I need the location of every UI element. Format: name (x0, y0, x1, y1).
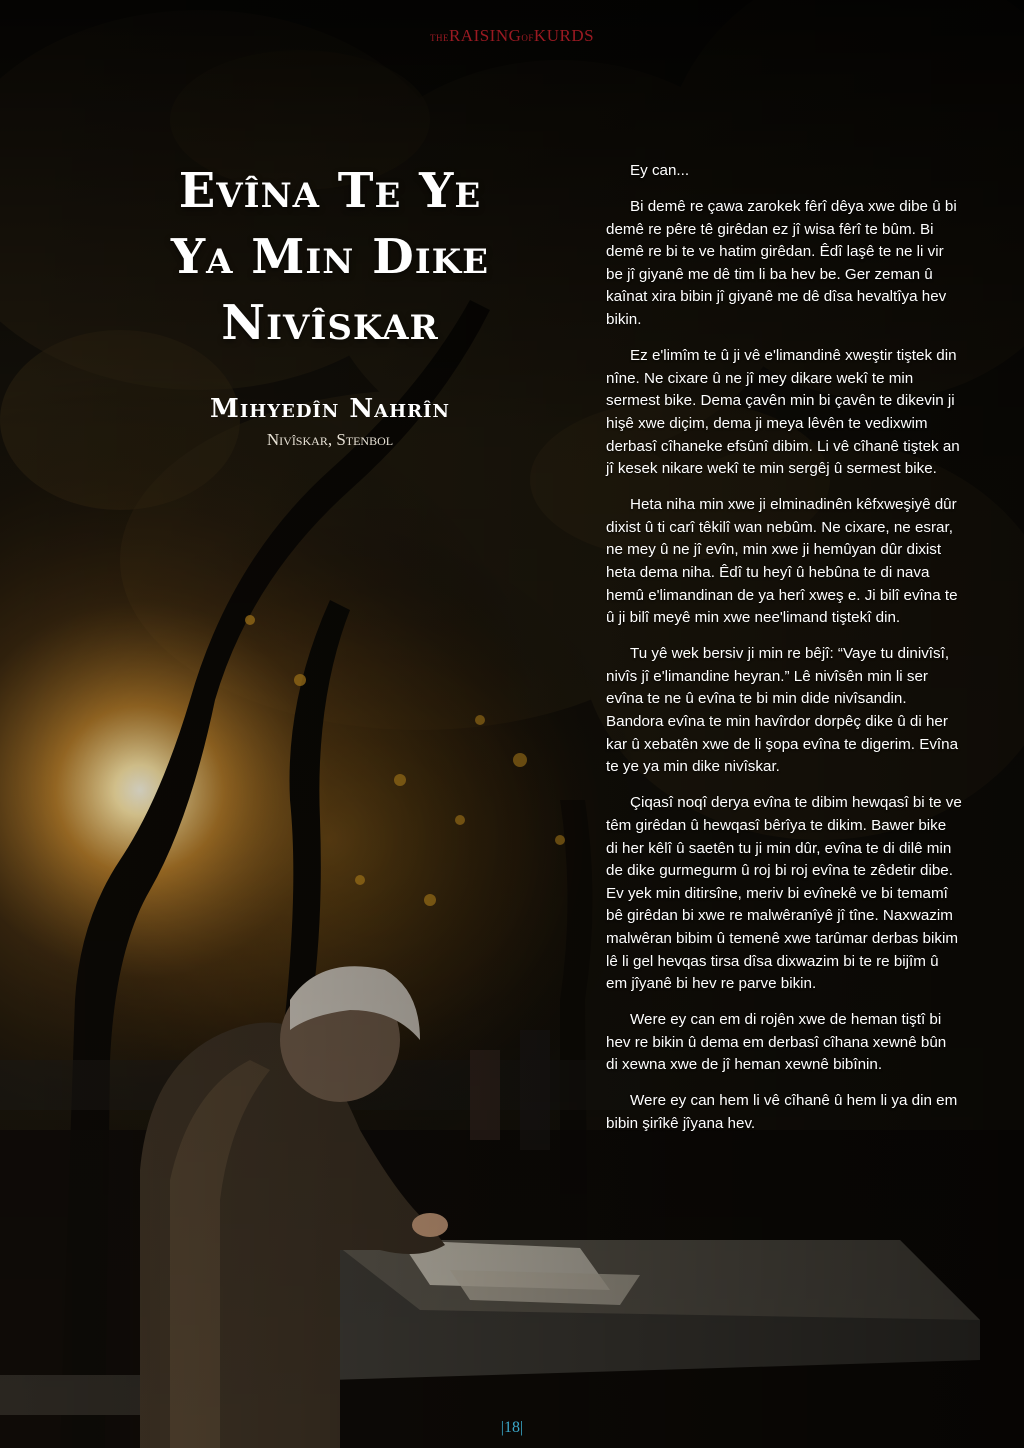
title-line: Evîna Te Ye (178, 163, 482, 219)
article-body (606, 160, 962, 1149)
paragraph: Tu yê wek bersiv ji min re bêjî: “Vaye tu dinivîsî, nivîs jî e'limandine heyran.” Lê nivîsên min li ser evîna te ne û evîna te bi min dide nivîsandin. Bandora evîna te min havîrdor dorpêç dike û di her kar û xebatên xwe de li şopa evîna te digerim. Evîna te ye ya min dike nivîskar. (606, 645, 959, 776)
title-line: Nivîskar (221, 295, 439, 351)
masthead-of: OF (521, 33, 534, 43)
author-role: Nivîskar, Stenbol (266, 430, 394, 449)
paragraph: Were ey can em di rojên xwe de heman tiştî bi hev re bikin û dema em derbasî cîhana xewnê bûn di xewna xwe de jî heman xewnê bibînin. (606, 1011, 947, 1074)
page-number: |18| (500, 1419, 524, 1436)
author-name: Mihyedîn Nahrîn (210, 394, 450, 424)
title-line: Ya Min Dike (170, 229, 490, 285)
masthead-raising: RAISING (448, 26, 522, 45)
paragraph: Ez e'limîm te û ji vê e'limandinê xweştir tiştek din nîne. Ne cixare û ne jî mey dikare wekî te min sermest bike. Dema çavên min bi çavên te dikevin ji hişê xwe diçim, dema ji meya lêvên te vedixwim derbasî cîhaneke efsûnî dibim. Li vê cîhanê tiştek an jî kesek nikare wekî te min sergêj û sermest bike. (606, 347, 960, 478)
paragraph: Bi demê re çawa zarokek fêrî dêya xwe dibe û bi demê re pêre tê girêdan ez jî wisa fêrî te bûm. Bi demê re bi te ve hatim girêdan. Êdî laşê te ne li vir be jî giyanê me dê tim li ba hev be. Ger zeman û kaînat xira bibin jî giyanê me dê dîsa hevaltîya hev bikin. (606, 198, 957, 329)
magazine-masthead (0, 26, 1024, 46)
paragraph: Were ey can hem li vê cîhanê û hem li ya din em bibin şirîkê jîyana hev. (606, 1092, 958, 1133)
paragraph: Çiqasî noqî derya evîna te dibim hewqasî bi te ve têm girêdan û hewqasî bêrîya te dikim. Bawer bike di her kêlî û saetên tu ji min dûr, evîna te di dilê min de dike gurmegurm û roj bi roj evîna te zêdetir dibe. Ev yek min ditirsîne, meriv bi evînekê ve bi temamî bê girêdan bi xwe re malwêranîyê jî tîne. Naxwazim malwêran bibim û temenê xwe tarûmar derbas bikim lê li gel hevqas tirsa dîsa dixwazim bi te re bijîm û em jîyanê bi hev re parve bikin. (606, 794, 962, 993)
article-title (100, 158, 560, 356)
masthead-kurds: KURDS (533, 26, 595, 45)
paragraph: Heta niha min xwe ji elminadinên kêfxweşiyê dûr dixist û ti carî têkilî wan nebûm. Ne cixare, ne esrar, ne mey û ne jî evîn, min xwe ji hemûyan dûr dixist heta dema niha. Êdî tu heyî û hebûna te di nava hemû e'limandinan de ya herî xweş e. Ji bilî evîna te û ji bilî meyê min xwe nee'limand tiştekî din. (606, 496, 958, 627)
paragraph: Ey can... (630, 162, 690, 179)
masthead-the: THE (429, 33, 449, 43)
